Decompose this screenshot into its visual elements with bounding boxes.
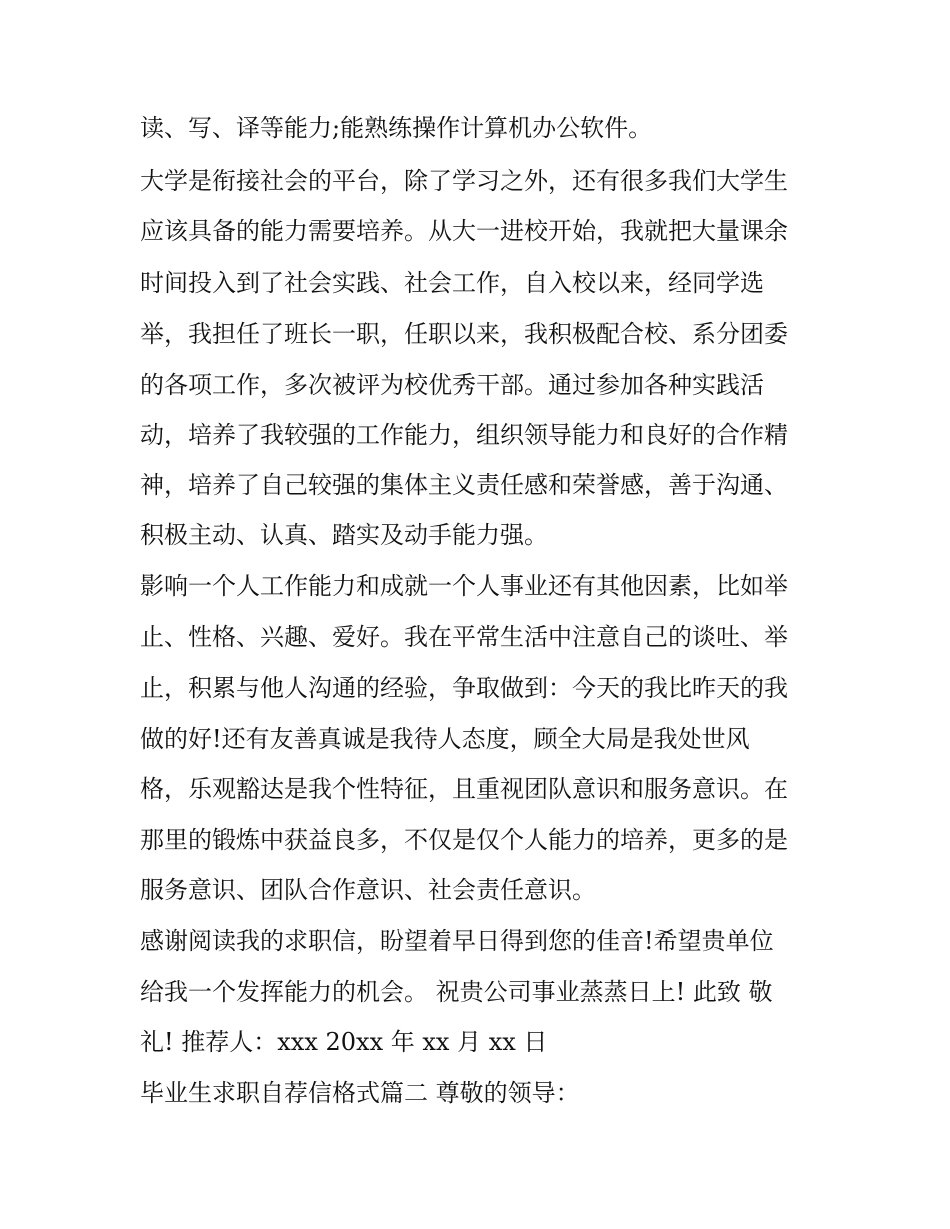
text-line: 读、写、译等能力;能熟练操作计算机办公软件。 bbox=[140, 114, 653, 142]
text-line: 那里的锻炼中获益良多，不仅是仅个人能力的培养，更多的是 bbox=[140, 826, 788, 854]
text-line: 大学是衔接社会的平台，除了学习之外，还有很多我们大学生 bbox=[140, 167, 788, 195]
text-line: 感谢阅读我的求职信，盼望着早日得到您的佳音!希望贵单位 bbox=[140, 927, 774, 955]
text-line: 动，培养了我较强的工作能力，组织领导能力和良好的合作精 bbox=[140, 421, 788, 449]
text-line: 给我一个发挥能力的机会。 祝贵公司事业蒸蒸日上! 此致 敬 bbox=[140, 978, 773, 1006]
text-line: 举，我担任了班长一职，任职以来，我积极配合校、系分团委 bbox=[140, 320, 788, 348]
text-line: 止，积累与他人沟通的经验，争取做到：今天的我比昨天的我 bbox=[140, 674, 788, 702]
text-line: 神，培养了自己较强的集体主义责任感和荣誉感，善于沟通、 bbox=[140, 471, 788, 499]
text-line: 应该具备的能力需要培养。从大一进校开始，我就把大量课余 bbox=[140, 217, 788, 245]
text-line: 格，乐观豁达是我个性特征，且重视团队意识和服务意识。在 bbox=[140, 775, 788, 803]
text-line: 积极主动、认真、踏实及动手能力强。 bbox=[140, 521, 548, 549]
text-line: 做的好!还有友善真诚是我待人态度，顾全大局是我处世风 bbox=[140, 725, 750, 753]
text-line: 止、性格、兴趣、爱好。我在平常生活中注意自己的谈吐、举 bbox=[140, 623, 788, 651]
text-line: 毕业生求职自荐信格式篇二 尊敬的领导： bbox=[140, 1079, 580, 1107]
text-line: 礼! 推荐人：xxx 20xx 年 xx 月 xx 日 bbox=[140, 1028, 548, 1056]
text-line: 服务意识、团队合作意识、社会责任意识。 bbox=[140, 876, 596, 904]
text-line: 时间投入到了社会实践、社会工作，自入校以来，经同学选 bbox=[140, 269, 764, 297]
text-line: 影响一个人工作能力和成就一个人事业还有其他因素，比如举 bbox=[140, 572, 788, 600]
text-line: 的各项工作，多次被评为校优秀干部。通过参加各种实践活 bbox=[140, 371, 764, 399]
